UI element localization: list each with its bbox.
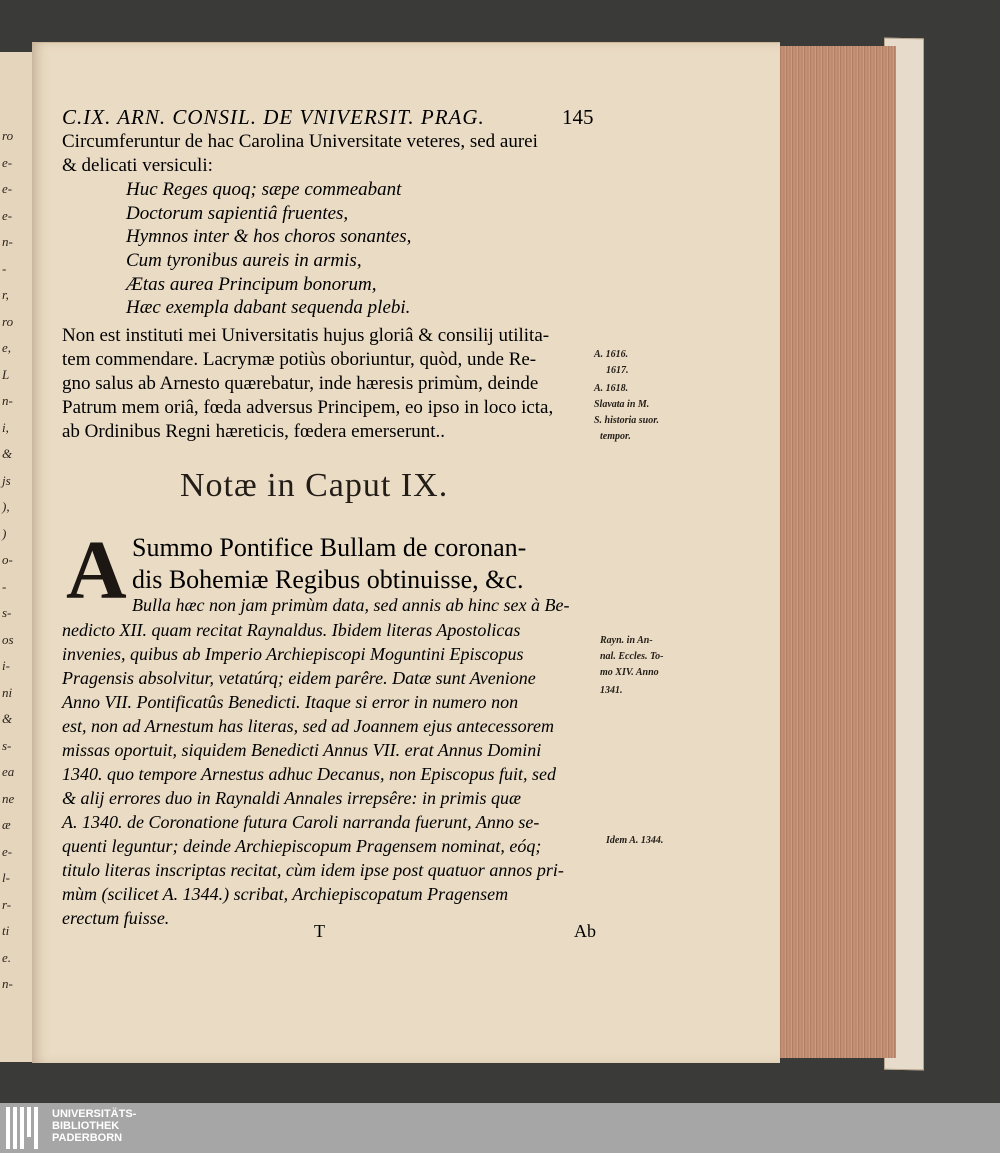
paragraph-line: Non est instituti mei Universitatis hujus gloriâ & consilij utilita-: [62, 325, 550, 346]
left-page-fragment: -: [2, 260, 7, 276]
intro-line: Circumferuntur de hac Carolina Universitate veteres, sed aurei: [62, 131, 538, 152]
verse-line: Hymnos inter & hos choros sonantes,: [126, 226, 412, 247]
paragraph-line: gno salus ab Arnesto quærebatur, inde hæresis primùm, deinde: [62, 373, 539, 394]
left-page-fragment: l-: [2, 870, 10, 885]
margin-note: A. 1616.: [594, 349, 629, 360]
library-name-line: BIBLIOTHEK: [52, 1120, 120, 1132]
paragraph-line: ab Ordinibus Regni hæreticis, fœdera emerserunt..: [62, 421, 446, 442]
left-page-fragment: s-: [2, 605, 12, 620]
lead-line: Summo Pontifice Bullam de coronan-: [132, 533, 527, 562]
verse-line: Huc Reges quoq; sæpe commeabant: [126, 179, 402, 200]
margin-note: 1617.: [606, 365, 629, 376]
left-page-fragment: ro: [2, 313, 14, 329]
note-line: missas oportuit, siquidem Benedicti Annus VII. erat Annus Domini: [62, 740, 542, 760]
note-line: Bulla hæc non jam primùm data, sed annis ab hinc sex à Be-: [132, 595, 570, 615]
note-line: quenti leguntur; deinde Archiepiscopum Pragensem nominat, eóq;: [62, 836, 542, 856]
verse-line: Ætas aurea Principum bonorum,: [126, 274, 377, 295]
catchword: Ab: [574, 921, 596, 941]
left-page-fragment: i,: [2, 419, 9, 435]
margin-note: Slavata in M.: [594, 399, 650, 410]
drop-cap: A: [66, 524, 127, 617]
left-page-fragment: ni: [2, 684, 13, 700]
note-line: A. 1340. de Coronatione futura Caroli narranda fuerunt, Anno se-: [62, 812, 540, 832]
page-number: 145: [562, 105, 594, 129]
left-page-fragment: e-: [2, 181, 13, 196]
library-name-line: PADERBORN: [52, 1132, 123, 1144]
margin-note: 1341.: [600, 685, 623, 696]
lead-line: dis Bohemiæ Regibus obtinuisse, &c.: [132, 565, 524, 594]
left-page-fragment: ro: [2, 128, 14, 143]
library-footer: [0, 1103, 1000, 1153]
left-page-fragment: &: [2, 711, 13, 726]
note-line: erectum fuisse.: [62, 908, 170, 928]
margin-note: S. historia suor.: [594, 415, 660, 426]
left-page-fragment: ti: [2, 923, 10, 938]
left-page-fragment: n-: [2, 393, 13, 408]
running-head: C.IX. ARN. CONSIL. DE VNIVERSIT. PRAG.: [62, 105, 485, 129]
left-page-fragment: r-: [2, 896, 12, 912]
note-line: Pragensis absolvitur, vetatúrq; eidem parêre. Datæ sunt Avenione: [62, 668, 536, 688]
verse-line: Doctorum sapientiâ fruentes,: [126, 203, 349, 224]
left-page-fragment: ): [2, 525, 7, 541]
note-line: Anno VII. Pontificatûs Benedicti. Itaque si error in numero non: [62, 692, 519, 712]
library-name: [52, 1108, 136, 1144]
note-line: titulo literas inscriptas recitat, cùm idem ipse post quatuor annos pri-: [62, 860, 564, 880]
note-line: 1340. quo tempore Arnestus adhuc Decanus, non Episcopus fuit, sed: [62, 764, 556, 784]
left-page-fragment: ea: [2, 764, 15, 779]
margin-note: tempor.: [600, 431, 631, 442]
library-name-line: UNIVERSITÄTS-: [52, 1108, 137, 1120]
left-page-fragment: os: [2, 631, 14, 647]
signature-mark: T: [314, 921, 325, 941]
left-page-fragment: e-: [2, 154, 13, 170]
left-page-fragment: n-: [2, 234, 13, 249]
note-line: mùm (scilicet A. 1344.) scribat, Archiepiscopatum Pragensem: [62, 884, 509, 904]
paragraph-line: Patrum mem oriâ, fœda adversus Principem, eo ipso in loco icta,: [62, 397, 554, 418]
library-logo-icon: [6, 1107, 44, 1149]
right-page: [32, 42, 780, 1063]
margin-note: mo XIV. Anno: [600, 667, 659, 678]
note-line: nedicto XII. quam recitat Raynaldus. Ibidem literas Apostolicas: [62, 620, 521, 640]
left-page-fragment: o-: [2, 552, 13, 567]
paragraph-line: tem commendare. Lacrymæ potiùs oboriuntur, quòd, unde Re-: [62, 349, 537, 370]
note-line: est, non ad Arnestum has literas, sed ad Joannem ejus antecessorem: [62, 716, 554, 736]
margin-note: A. 1618.: [594, 383, 629, 394]
left-page-fragment: s-: [2, 737, 12, 753]
note-line: & alij errores duo in Raynaldi Annales irrepsêre: in primis quæ: [62, 788, 521, 808]
left-page-fragment: &: [2, 446, 13, 461]
left-page-fragment: i-: [2, 658, 10, 673]
left-page-fragment: e.: [2, 949, 12, 965]
margin-note: Rayn. in An-: [600, 635, 653, 646]
intro-line: & delicati versiculi:: [62, 155, 213, 176]
left-page-fragment: e,: [2, 340, 12, 355]
left-page-fragment: ),: [2, 499, 10, 514]
margin-note: nal. Eccles. To-: [600, 651, 664, 662]
section-title: Notæ in Caput IX.: [180, 467, 449, 504]
note-line: invenies, quibus ab Imperio Archiepiscopi Moguntini Episcopus: [62, 644, 524, 664]
verse-line: Cum tyronibus aureis in armis,: [126, 250, 362, 271]
left-page-fragment: js: [2, 472, 11, 488]
verse-line: Hæc exempla dabant sequenda plebi.: [126, 297, 411, 318]
left-page-fragment: æ: [2, 817, 11, 832]
left-page-fragment: n-: [2, 976, 13, 991]
left-page-fragment: e-: [2, 207, 13, 223]
margin-note: Idem A. 1344.: [606, 835, 664, 846]
left-page-fragment: -: [2, 578, 7, 594]
left-page-fragment: L: [2, 366, 10, 382]
left-page-fragment: ne: [2, 790, 15, 806]
page-fore-edge: [766, 46, 896, 1058]
left-page-fragment: e-: [2, 843, 13, 859]
left-page-fragment: r,: [2, 287, 9, 302]
